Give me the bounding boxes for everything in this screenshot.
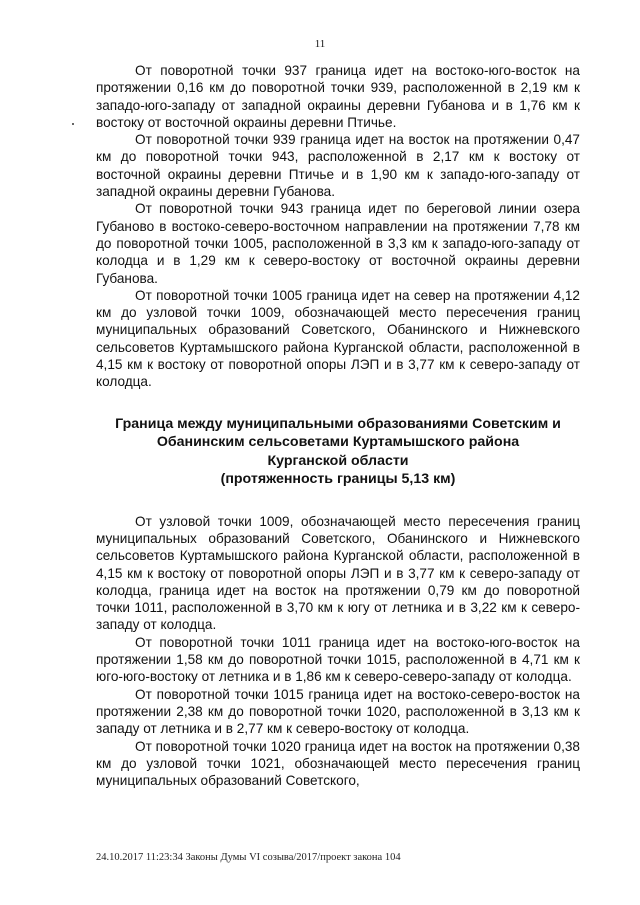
section-heading-line: Граница между муниципальными образованиями Советским и [115, 415, 561, 432]
section-heading-length: (протяженность границы 5,13 км) [220, 471, 456, 488]
section-heading [96, 415, 580, 489]
section-heading-line: Обанинским сельсоветами Куртамышского района [156, 434, 520, 451]
document-body [96, 62, 580, 789]
section-heading-line: Курганской области [267, 452, 409, 469]
paragraph: От поворотной точки 939 граница идет на восток на протяжении 0,47 км до поворотной точки 943, расположенной в 2,17 км к востоку от восточной окраины деревни Птичье и в 1,90 км к западо-юго-западу от западной окраины деревни Губанова. [96, 132, 580, 200]
paragraph: От поворотной точки 1011 граница идет на востоко-юго-восток на протяжении 1,58 км до поворотной точки 1015, расположенной в 4,71 км к юго-юго-востоку от летника и в 1,86 км к северо-северо-западу от колодца. [96, 634, 580, 685]
paragraph: От поворотной точки 937 граница идет на востоко-юго-восток на протяжении 0,16 км до поворотной точки 939, расположенной в 2,19 км к западо-юго-западу от западной окраины деревни Губанова и в 1,76 км к востоку от восточной окраины деревни Птичье. [96, 63, 580, 130]
page-number: 11 [314, 38, 326, 50]
paragraph: От поворотной точки 943 граница идет по береговой линии озера Губаново в востоко-северо-восточном направлении на протяжении 7,78 км до поворотной точки 1005, расположенной в 3,3 км к западо-юго-западу от колодца и в 1,29 км к северо-востоку от восточной окраины деревни Губанова. [96, 201, 580, 286]
document-footer: 24.10.2017 11:23:34 Законы Думы VI созыва/2017/проект закона 104 [96, 852, 401, 863]
paragraph: От поворотной точки 1005 граница идет на север на протяжении 4,12 км до узловой точки 1009, обозначающей место пересечения границ муниципальных образований Советского, Обанинского и Нижневского сельсоветов Куртамышского района Курганской области, расположенной в 4,15 км к востоку от поворотной опоры ЛЭП и в 3,77 км к северо-западу от колодца. [96, 287, 580, 390]
margin-mark [72, 123, 74, 125]
paragraph: От узловой точки 1009, обозначающей место пересечения границ муниципальных образований Советского, Обанинского и Нижневского сельсоветов Куртамышского района Курганской области, расположенной в 4,15 км к востоку от поворотной опоры ЛЭП и в 3,77 км к северо-западу от колодца, граница идет на восток на протяжении 0,79 км до поворотной точки 1011, расположенной в 3,70 км к югу от летника и в 3,22 км к северо-западу от колодца. [96, 513, 580, 633]
paragraph: От поворотной точки 1015 граница идет на востоко-северо-восток на протяжении 2,38 км до поворотной точки 1020, расположенной в 3,13 км к западу от летника и в 2,77 км к северо-востоку от колодца. [96, 686, 580, 737]
paragraph: От поворотной точки 1020 граница идет на восток на протяжении 0,38 км до узловой точки 1021, обозначающей место пересечения границ муниципальных образований Советского, [96, 738, 580, 789]
